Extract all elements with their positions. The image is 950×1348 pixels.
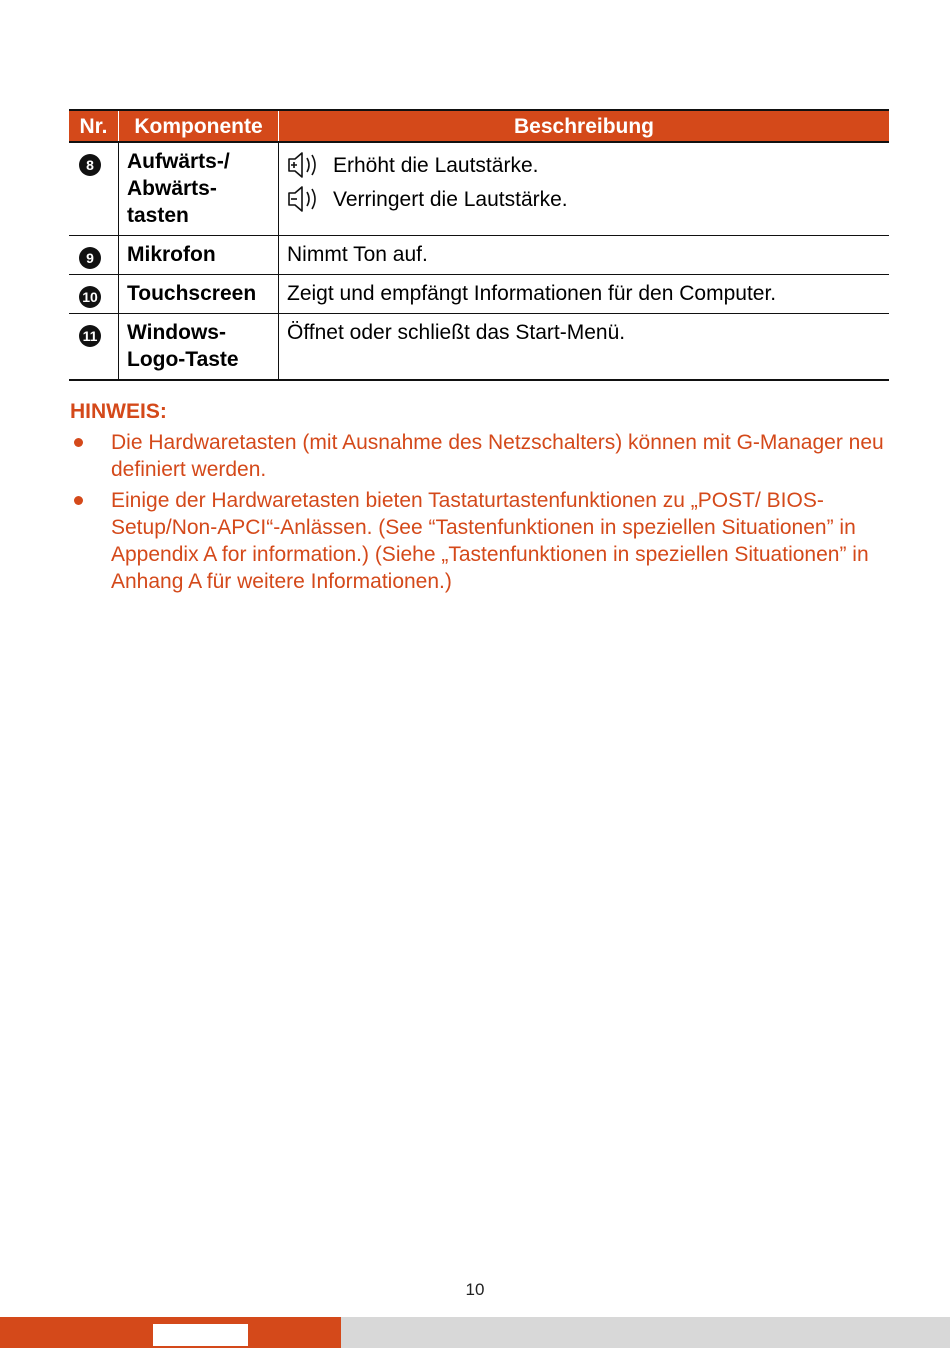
row-number-badge: 8 [79,154,101,176]
table-header-row [69,110,889,142]
volume-up-icon [287,150,321,180]
description-cell: Öffnet oder schließt das Start-Menü. [279,314,890,381]
note-item-text: Die Hardwaretasten (mit Ausnahme des Netzschalters) können mit G-Manager neu definiert werden. [111,431,884,481]
description-cell: Nimmt Ton auf. [279,236,890,275]
note-list [70,429,890,595]
table-row [69,314,889,381]
row-number-badge: 11 [79,325,101,347]
description-cell: Zeigt und empfängt Informationen für den Computer. [279,275,890,314]
bullet-icon [74,496,83,505]
component-cell [119,142,279,236]
note-section [70,398,890,599]
component-line: tasten [127,204,189,227]
volume-up-description: Erhöht die Lautstärke. [333,153,539,177]
header-description: Beschreibung [279,110,890,142]
description-cell [279,142,890,236]
table-row [69,236,889,275]
component-line: Logo-Taste [127,348,239,371]
list-item [70,487,890,595]
page-number: 10 [465,1280,485,1299]
volume-down-icon [287,184,321,214]
component-cell [119,314,279,381]
component-line: Abwärts- [127,177,217,200]
component-line: Windows- [127,321,226,344]
volume-down-description: Verringert die Lautstärke. [333,187,568,211]
component-cell: Mikrofon [119,236,279,275]
list-item [70,429,890,483]
table-row [69,142,889,236]
footer-white-block [153,1324,248,1346]
row-number-badge: 10 [79,286,101,308]
header-component: Komponente [119,110,279,142]
note-title: HINWEIS: [70,400,167,423]
component-line: Aufwärts-/ [127,150,230,173]
header-nr: Nr. [69,110,119,142]
footer-bar [0,1317,950,1348]
component-cell: Touchscreen [119,275,279,314]
note-item-text: Einige der Hardwaretasten bieten Tastaturtastenfunktionen zu „POST/ BIOS-Setup/Non-APCI“-Anlässen. (See “Tastenfunktionen in speziellen Situationen” in Appendix A for information.) (Siehe „Tastenfunktionen in speziellen Situationen” in Anhang A für weitere Informationen.) [111,489,869,593]
table-row [69,275,889,314]
bullet-icon [74,438,83,447]
row-number-badge: 9 [79,247,101,269]
component-table [69,109,889,381]
